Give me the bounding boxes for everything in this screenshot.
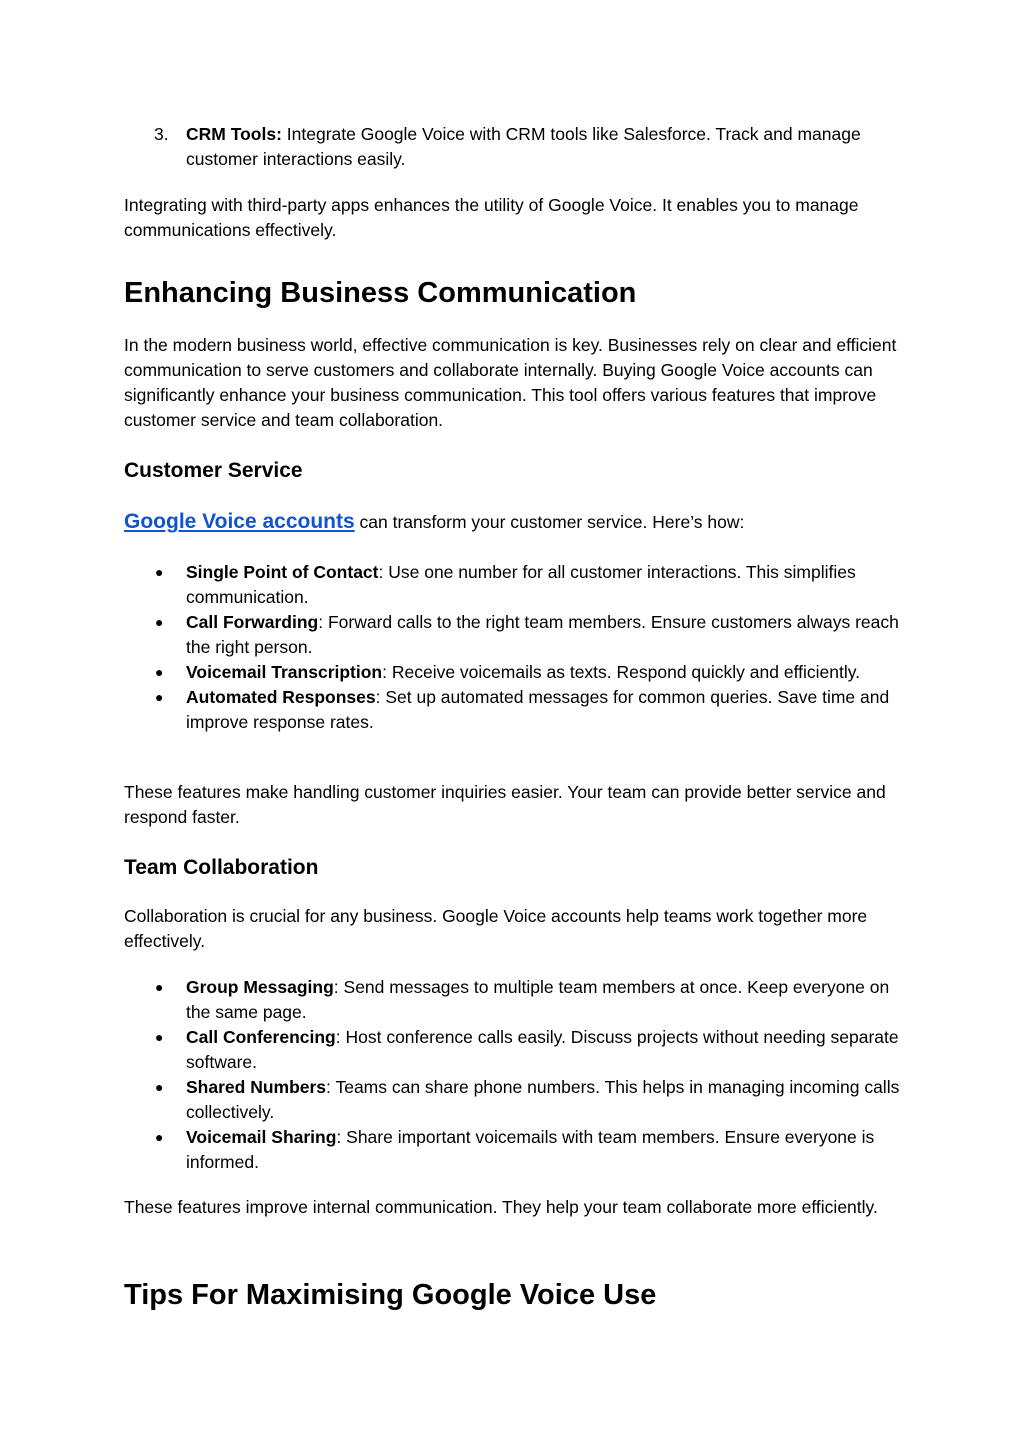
heading-team-collaboration: Team Collaboration <box>124 856 319 879</box>
heading-customer-service: Customer Service <box>124 459 303 482</box>
list-item-text: : Share important voicemails with team members. Ensure everyone is informed. <box>186 1127 875 1172</box>
list-item-term: Call Forwarding <box>186 612 319 632</box>
bullet-icon: ● <box>155 689 164 705</box>
customer-intro-text: can transform your customer service. Here’s how: <box>354 512 745 532</box>
team-outro: These features improve internal communication. They help your team collaborate more efficiently. <box>124 1197 878 1217</box>
list-item <box>124 975 904 1025</box>
list-item-term: Automated Responses <box>186 687 376 707</box>
heading-enhancing: Enhancing Business Communication <box>124 277 637 309</box>
list-item-term: Shared Numbers <box>186 1077 327 1097</box>
list-item-term: CRM Tools: <box>186 124 282 144</box>
list-item-text: : Forward calls to the right team members. Ensure customers always reach the right person. <box>186 612 899 657</box>
list-number: 3. <box>154 124 169 144</box>
list-item-text: Integrate Google Voice with CRM tools like Salesforce. Track and manage customer interactions easily. <box>186 124 861 169</box>
customer-service-list <box>124 560 904 735</box>
list-item <box>124 1075 904 1125</box>
list-item-term: Group Messaging <box>186 977 334 997</box>
team-intro: Collaboration is crucial for any business. Google Voice accounts help teams work together more effectively. <box>124 906 868 951</box>
bullet-icon: ● <box>155 1129 164 1145</box>
list-item-text: : Receive voicemails as texts. Respond quickly and efficiently. <box>382 662 861 682</box>
team-collaboration-list <box>124 975 904 1175</box>
list-item <box>124 122 904 172</box>
list-item-text: : Host conference calls easily. Discuss projects without needing separate software. <box>186 1027 899 1072</box>
bullet-icon: ● <box>155 664 164 680</box>
list-item <box>124 685 904 735</box>
heading-tips: Tips For Maximising Google Voice Use <box>124 1279 657 1311</box>
list-item-text: : Send messages to multiple team members at once. Keep everyone on the same page. <box>186 977 890 1022</box>
list-item-term: Voicemail Transcription <box>186 662 383 682</box>
list-item-term: Call Conferencing <box>186 1027 336 1047</box>
customer-intro <box>124 507 904 537</box>
customer-outro: These features make handling customer inquiries easier. Your team can provide better service and respond faster. <box>124 782 886 827</box>
list-item <box>124 1025 904 1075</box>
numbered-list <box>124 122 904 172</box>
list-item-term: Single Point of Contact <box>186 562 379 582</box>
bullet-icon: ● <box>155 614 164 630</box>
list-item-text: : Set up automated messages for common queries. Save time and improve response rates. <box>186 687 890 732</box>
list-item <box>124 610 904 660</box>
google-voice-accounts-link[interactable]: Google Voice accounts <box>124 510 355 533</box>
list-item-text: : Teams can share phone numbers. This helps in managing incoming calls collectively. <box>186 1077 900 1122</box>
bullet-icon: ● <box>155 979 164 995</box>
enhancing-paragraph: In the modern business world, effective communication is key. Businesses rely on clear and efficient communication to serve customers and collaborate internally. Buying Google Voice accounts can significantly enhance your business communication. This tool offers various features that improve customer service and team collaboration. <box>124 335 897 430</box>
list-item <box>124 660 904 685</box>
list-item-text: : Use one number for all customer interactions. This simplifies communication. <box>186 562 856 607</box>
list-item-term: Voicemail Sharing <box>186 1127 337 1147</box>
bullet-icon: ● <box>155 1079 164 1095</box>
list-item <box>124 560 904 610</box>
bullet-icon: ● <box>155 1029 164 1045</box>
intro-paragraph: Integrating with third-party apps enhances the utility of Google Voice. It enables you to manage communications effectively. <box>124 195 859 240</box>
list-item <box>124 1125 904 1175</box>
bullet-icon: ● <box>155 564 164 580</box>
